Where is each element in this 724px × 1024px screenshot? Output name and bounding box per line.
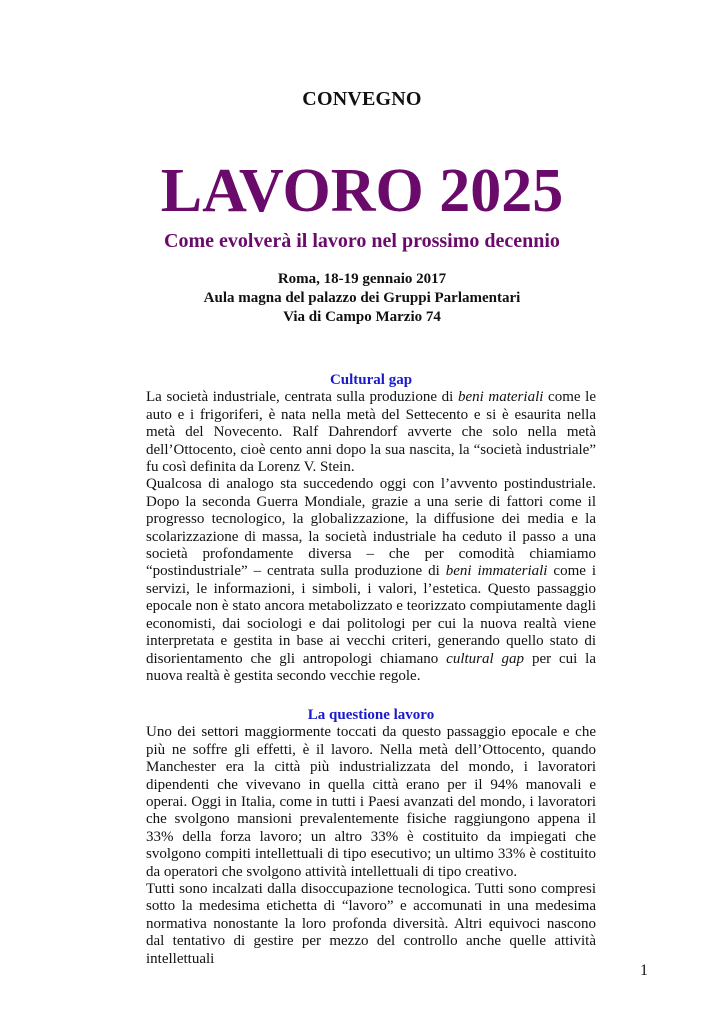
paragraph: Tutti sono incalzati dalla disoccupazione tecnologica. Tutti sono compresi sotto la medesima etichetta di “lavoro” e accomunati in una medesima normativa nonostante la loro profonda diversità. Altri equivoci nascono dal tentativo di gestire per mezzo del controllo anche quelle attività intellettuali [146, 881, 596, 967]
text-run: La società industriale, centrata sulla produzione di [146, 389, 458, 406]
event-venue: Aula magna del palazzo dei Gruppi Parlamentari [203, 290, 521, 306]
paragraph [146, 476, 596, 685]
section-cultural-gap [146, 372, 596, 685]
text-run: per cui la nuova realtà è gestita secondo vecchie regole. [146, 650, 597, 684]
text-run: come le auto e i frigoriferi, è nata nella metà del Settecento e si è esaurita nella metà del Novecento. Ralf Dahrendorf avverte che solo nella metà dell’Ottocento, cioè cento anni dopo la sua nascita, la “società industriale” fu così definita da Lorenz V. Stein. [146, 389, 596, 476]
text-run: Qualcosa di analogo sta succedendo oggi con l’avvento postindustriale. Dopo la seconda Guerra Mondiale, grazie a una serie di fattori come il progresso tecnologico, la globalizzazione, la diffusione dei media e la scolarizzazione di massa, la società industriale ha ceduto il passo a una società profondamente diversa – che per comodità chiamiamo “postindustriale” – centrata sulla produzione di [146, 476, 596, 580]
event-address: Via di Campo Marzio 74 [283, 309, 441, 325]
event-kicker: CONVEGNO [302, 88, 422, 110]
event-details [0, 270, 724, 327]
paragraph [146, 389, 596, 476]
section-title: La questione lavoro [307, 707, 435, 723]
event-date: Roma, 18-19 gennaio 2017 [277, 271, 447, 287]
section-questione-lavoro [146, 707, 596, 968]
emphasis-text: beni immateriali [445, 563, 548, 580]
text-run: come i servizi, le informazioni, i simboli, i valori, l’estetica. Questo passaggio epocale non è stato ancora metabolizzato e teorizzato compiutamente dagli economisti, dai sociologi e dai politologi per cui la nuova realtà viene interpretata e gestita in base ai vecchi criteri, generando quello stato di disorientamento che gli antropologi chiamano [146, 563, 596, 667]
emphasis-text: cultural gap [446, 650, 525, 667]
paragraph: Uno dei settori maggiormente toccati da questo passaggio epocale e che più ne soffre gli effetti, è il lavoro. Nella metà dell’Ottocento, quando Manchester era la città più industrializzata del mondo, i lavoratori dipendenti che vivevano in quella città erano per il 94% manovali e operai. Oggi in Italia, come in tutti i Paesi avanzati del mondo, i lavoratori che svolgono mansioni prevalentemente fisiche raggiungono appena il 33% della forza lavoro; un altro 33% è costituito da impiegati che svolgono compiti intellettuali di tipo esecutivo; un ultimo 33% è costituito da operatori che svolgono attività intellettuali di tipo creativo. [146, 724, 596, 880]
emphasis-text: beni materiali [457, 389, 544, 406]
page-number: 1 [640, 962, 648, 979]
document-title: LAVORO 2025 [160, 157, 564, 225]
document-subtitle: Come evolverà il lavoro nel prossimo decennio [164, 230, 560, 252]
section-title: Cultural gap [329, 372, 413, 388]
